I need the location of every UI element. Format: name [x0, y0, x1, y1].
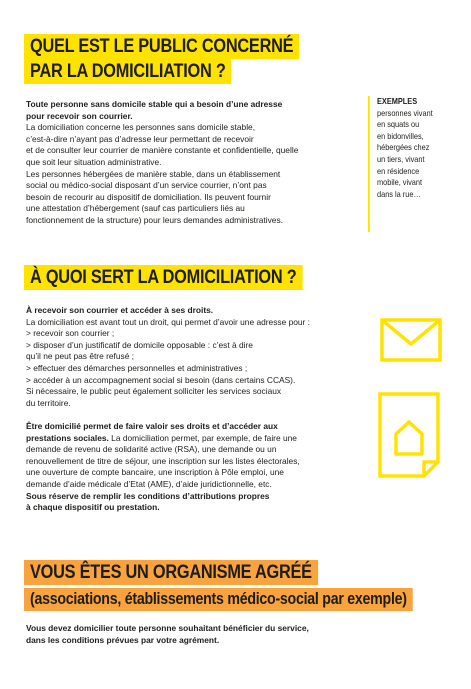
examples-title: EXEMPLES	[377, 97, 418, 106]
examples-line: personnes vivant	[377, 108, 433, 118]
section2-line: > effectuer des démarches personnelles et administratives ;	[26, 362, 248, 373]
envelope-icon	[380, 318, 442, 362]
examples-sidebar	[368, 96, 449, 232]
section2-para2-rest: La domiciliation permet, par exemple, de faire une	[108, 432, 297, 443]
section2-para2-line: renouvellement de titre de séjour, une inscription sur les listes électorales,	[26, 455, 300, 466]
examples-line: en squats ou	[377, 120, 420, 130]
section3-subtitle-line	[24, 588, 471, 611]
section1-body	[26, 99, 356, 227]
section2-para2-end: à chaque dispositif ou prestation.	[26, 502, 160, 513]
section2-body	[26, 305, 371, 514]
section1-title-line2	[24, 59, 265, 84]
section2-lead: À recevoir son courrier et accéder à ses droits.	[26, 305, 214, 315]
section1-line: besoin de recourir au dispositif de domiciliation. Ils peuvent fournir	[26, 191, 271, 202]
examples-line: hébergées chez	[377, 143, 430, 153]
section2-title: À QUOI SERT LA DOMICILIATION ?	[24, 265, 302, 290]
section3-lead-2: dans les conditions prévues par votre agrément.	[26, 634, 220, 645]
section2-para2-line: une ouverture de compte bancaire, une inscription à Pôle emploi, une	[26, 467, 284, 478]
examples-line: dans la rue…	[377, 189, 421, 199]
section1-title-text1: QUEL EST LE PUBLIC CONCERNÉ	[24, 34, 299, 59]
section2-para2-bold2: prestations sociales.	[26, 432, 109, 443]
section2-line: > recevoir son courrier ;	[26, 328, 115, 339]
examples-line: en bidonvilles,	[377, 131, 424, 141]
section1-line: et de consulter leur courrier de manière constante et confidentielle, quelle	[26, 145, 299, 156]
section2-line: du territoire.	[26, 397, 71, 408]
section2-line: Si nécessaire, le public peut également solliciter les services sociaux	[26, 386, 282, 397]
examples-line: un tiers, vivant	[377, 154, 425, 164]
section2-line: La domiciliation est avant tout un droit, qui permet d’avoir une adresse pour :	[26, 316, 310, 327]
section3-title: VOUS ÊTES UN ORGANISME AGRÉÉ	[24, 560, 318, 585]
section2-para2-end: Sous réserve de remplir les conditions d’attributions propres	[26, 490, 270, 501]
section2-title-line	[24, 265, 348, 290]
section2-para2-line: demande d’aide médicale d’Etat (AME), d’aide juridictionnelle, etc.	[26, 478, 272, 489]
document-house-icon	[378, 392, 440, 478]
examples-line: en résidence	[377, 166, 420, 176]
section3-subtitle: (associations, établissements médico-social par exemple)	[24, 588, 413, 611]
section1-line: une attestation d’hébergement (sauf cas particuliers liés au	[26, 203, 245, 214]
section1-line: que soit leur situation administrative.	[26, 156, 162, 167]
section1-line: social ou médico-social disposant d’un service courrier, n’ont pas	[26, 180, 267, 191]
section1-line: fonctionnement de la structure) pour leurs demandes administratives.	[26, 214, 283, 225]
section1-line: La domiciliation concerne les personnes sans domicile stable,	[26, 122, 256, 133]
section2-para2-bold: Être domicilié permet de faire valoir ses droits et d’accéder aux	[26, 420, 278, 431]
section1-lead	[26, 99, 356, 122]
examples-line: mobile, vivant	[377, 178, 423, 188]
section2-line: > disposer d’un justificatif de domicile opposable : c’est à dire	[26, 339, 253, 350]
section1-title-text2: PAR LA DOMICILIATION ?	[24, 59, 232, 84]
section1-line: c’est-à-dire n’ayant pas d’adresse leur permettant de recevoir	[26, 133, 254, 144]
section1-lead-1: Toute personne sans domicile stable qui a besoin d’une adresse	[26, 99, 283, 109]
section1-lead-2: pour recevoir son courrier.	[26, 110, 133, 121]
section3-body	[26, 623, 386, 646]
section2-line: > accéder à un accompagnement social si besoin (dans certains CCAS).	[26, 374, 296, 385]
section2-line: qu’il ne peut pas être refusé ;	[26, 351, 135, 362]
section1-title-line1	[24, 34, 344, 59]
section3-lead-1: Vous devez domicilier toute personne souhaitant bénéficier du service,	[26, 623, 309, 633]
section1-line: Les personnes hébergées de manière stable, dans un établissement	[26, 168, 281, 179]
section2-para2-line: demande de revenu de solidarité active (RSA), une demande ou un	[26, 444, 277, 455]
section2-para2-first	[26, 433, 371, 445]
section3-title-line	[24, 560, 366, 585]
